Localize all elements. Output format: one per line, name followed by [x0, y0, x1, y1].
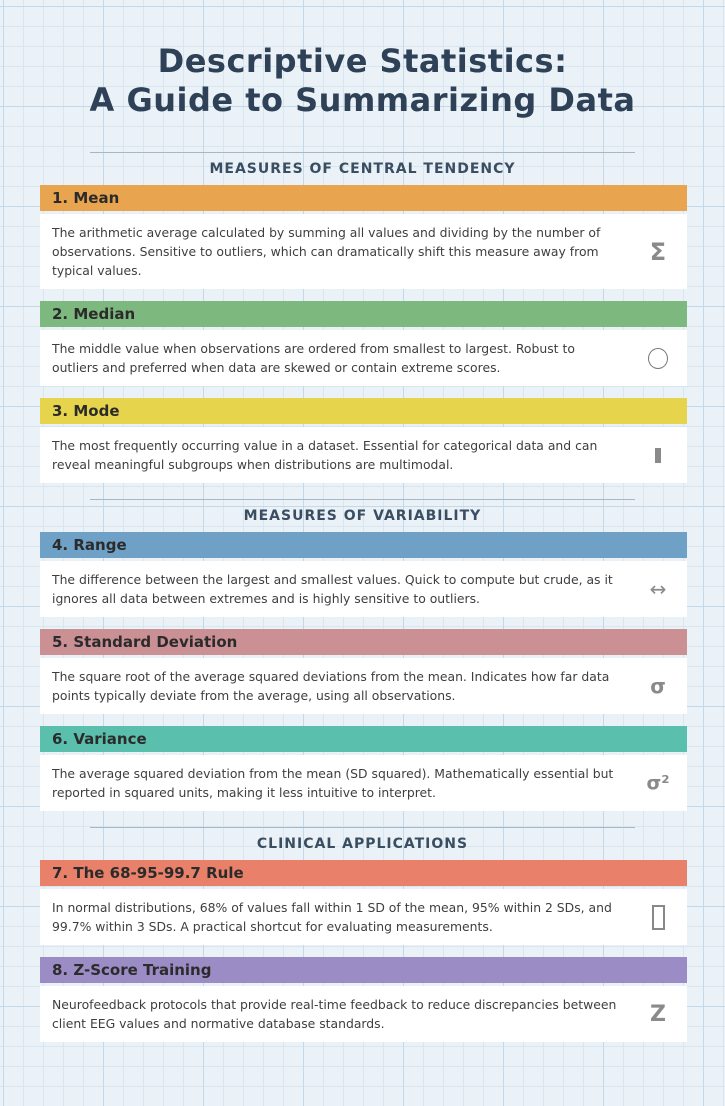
card-median-title: 2. Median — [52, 305, 136, 323]
circle-icon — [629, 348, 687, 369]
section-heading-variability — [90, 499, 635, 524]
page-title — [0, 42, 725, 120]
z-letter-icon: Z — [650, 1001, 666, 1027]
card-z-score-training-description: Neurofeedback protocols that provide real-time feedback to reduce discrepancies between client EEG values and normative database standards. — [52, 997, 617, 1031]
card-68-95-99-rule-description: In normal distributions, 68% of values fall within 1 SD of the mean, 95% within 2 SDs, and 99.7% within 3 SDs. A practical shortcut for evaluating measurements. — [52, 900, 612, 934]
card-variance-body — [40, 755, 687, 811]
card-range-header — [40, 532, 687, 558]
section-label: MEASURES OF VARIABILITY — [243, 508, 482, 524]
infographic-page — [0, 42, 725, 1106]
bar-icon — [629, 448, 687, 463]
clinical-applications-cards — [0, 860, 725, 1042]
card-median-body — [40, 330, 687, 386]
page-title-line2: A Guide to Summarizing Data — [89, 81, 636, 119]
variability-cards — [0, 532, 725, 811]
card-z-score-training-title: 8. Z-Score Training — [52, 961, 212, 979]
central-tendency-cards — [0, 185, 725, 483]
sigma-squared-icon: σ² — [646, 772, 670, 794]
sigma-icon: σ — [650, 674, 666, 698]
card-mode-title: 3. Mode — [52, 402, 120, 420]
card-range — [40, 532, 687, 617]
card-mode-description: The most frequently occurring value in a dataset. Essential for categorical data and can reveal meaningful subgroups when distributions are multimodal. — [52, 438, 598, 472]
section-heading-central-tendency — [90, 152, 635, 177]
card-standard-deviation-body — [40, 658, 687, 714]
card-mode — [40, 398, 687, 483]
card-mean-body — [40, 214, 687, 289]
section-label: CLINICAL APPLICATIONS — [256, 836, 469, 852]
card-mode-header — [40, 398, 687, 424]
card-standard-deviation-description: The square root of the average squared deviations from the mean. Indicates how far data points typically deviate from the average, using all observations. — [52, 669, 610, 703]
page-title-line1: Descriptive Statistics: — [157, 42, 568, 80]
card-median — [40, 301, 687, 386]
card-range-description: The difference between the largest and smallest values. Quick to compute but crude, as it ignores all data between extremes and is highly sensitive to outliers. — [52, 572, 613, 606]
summation-icon: Σ — [649, 237, 667, 266]
card-z-score-training — [40, 957, 687, 1042]
card-median-description: The middle value when observations are ordered from smallest to largest. Robust to outliers and preferred when data are skewed or contain extreme scores. — [52, 341, 575, 375]
card-median-header — [40, 301, 687, 327]
card-mean-header — [40, 185, 687, 211]
card-mean-title: 1. Mean — [52, 189, 120, 207]
left-right-arrow-icon: ↔ — [649, 577, 667, 601]
card-z-score-training-body — [40, 986, 687, 1042]
card-mean-description: The arithmetic average calculated by summing all values and dividing by the number of observations. Sensitive to outliers, which can dramatically shift this measure away from typical values. — [52, 225, 601, 278]
card-68-95-99-rule-header — [40, 860, 687, 886]
card-mode-body — [40, 427, 687, 483]
card-standard-deviation — [40, 629, 687, 714]
card-variance-title: 6. Variance — [52, 730, 147, 748]
section-heading-clinical-applications — [90, 827, 635, 852]
card-68-95-99-rule-title: 7. The 68-95-99.7 Rule — [52, 864, 244, 882]
card-variance — [40, 726, 687, 811]
card-mean — [40, 185, 687, 289]
card-variance-header — [40, 726, 687, 752]
card-variance-description: The average squared deviation from the mean (SD squared). Mathematically essential but reported in squared units, making it less intuitive to interpret. — [52, 766, 614, 800]
card-standard-deviation-header — [40, 629, 687, 655]
card-range-title: 4. Range — [52, 536, 127, 554]
card-z-score-training-header — [40, 957, 687, 983]
card-standard-deviation-title: 5. Standard Deviation — [52, 633, 238, 651]
section-label: MEASURES OF CENTRAL TENDENCY — [209, 161, 516, 177]
placeholder-box-icon — [629, 905, 687, 930]
card-68-95-99-rule-body — [40, 889, 687, 945]
card-range-body — [40, 561, 687, 617]
card-68-95-99-rule — [40, 860, 687, 945]
